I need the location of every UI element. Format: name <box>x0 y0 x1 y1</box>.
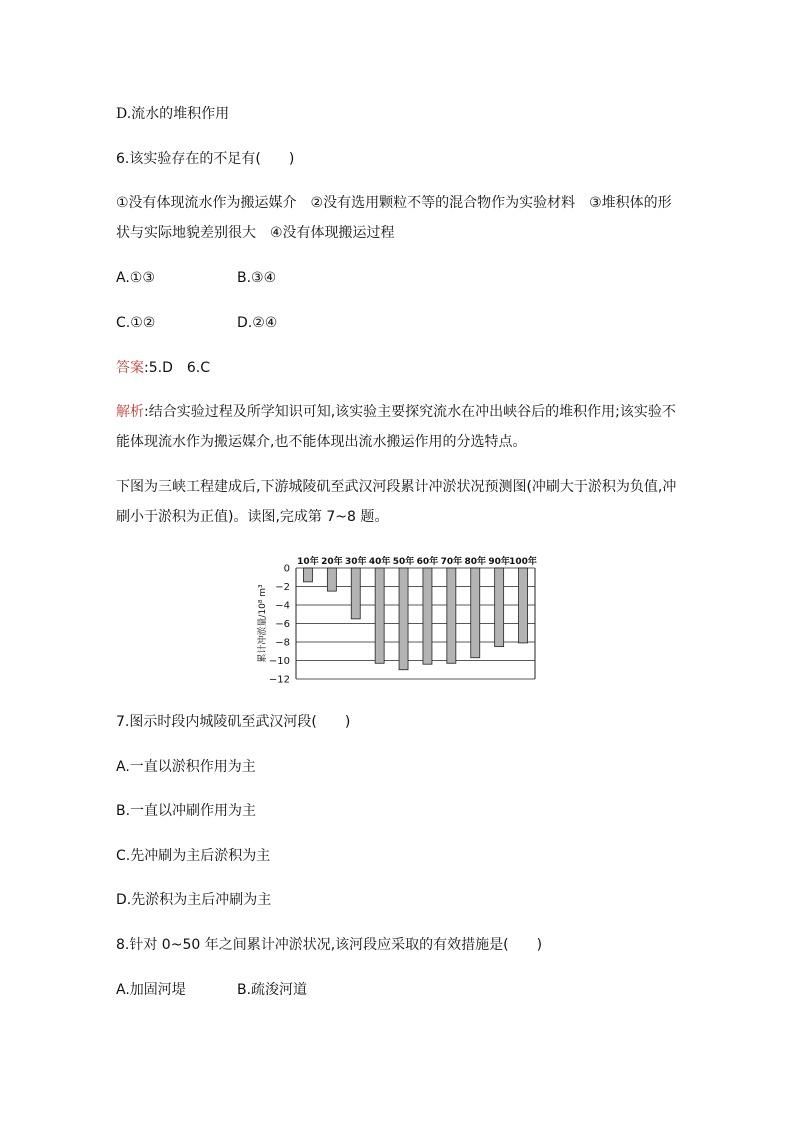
q8-stem: 8.针对 0~50 年之间累计冲淤状况,该河段应采取的有效措施是( ) <box>116 937 543 953</box>
y-tick-label: −12 <box>268 674 290 686</box>
analysis-line1 <box>116 402 676 422</box>
q6-option-a: A.①③ <box>116 270 155 286</box>
y-tick-label: 0 <box>283 563 290 575</box>
q6-option-b: B.③④ <box>237 270 277 286</box>
y-tick-label: −4 <box>275 600 290 612</box>
x-tick-label: 80年 <box>464 557 487 567</box>
x-tick-label: 50年 <box>392 557 415 567</box>
y-tick-label: −8 <box>275 637 290 649</box>
q6-option-d: D.②④ <box>237 315 278 331</box>
q7-option-c: C.先冲刷为主后淤积为主 <box>116 848 271 864</box>
x-tick-label: 90年 <box>488 557 510 567</box>
q6-stem: 6.该实验存在的不足有( ) <box>116 151 295 167</box>
bar <box>495 568 504 647</box>
y-axis-label: 累计冲淤量/10⁸ m³ <box>258 584 268 663</box>
q7-option-b: B.一直以冲刷作用为主 <box>116 803 257 819</box>
intro-line2: 刷小于淤积为正值)。读图,完成第 7~8 题。 <box>116 509 389 525</box>
intro-line1: 下图为三峡工程建成后,下游城陵矶至武汉河段累计冲淤状况预测图(冲刷大于淤积为负值,冲 <box>116 479 677 495</box>
bar <box>327 568 336 591</box>
scour-deposition-chart <box>254 550 544 690</box>
q7-option-d: D.先淤积为主后冲刷为主 <box>116 892 272 908</box>
bar <box>447 568 456 663</box>
x-tick-label: 10年 <box>297 557 319 567</box>
answer-text: :5.D 6.C <box>144 360 210 376</box>
bar <box>471 568 480 658</box>
y-tick-label: −6 <box>275 619 290 630</box>
x-tick-label: 40年 <box>368 557 391 567</box>
x-tick-label: 30年 <box>344 557 367 567</box>
x-tick-label: 70年 <box>440 557 463 567</box>
q6-option-c: C.①② <box>116 315 156 331</box>
bar <box>303 568 312 582</box>
answer-label: 答案 <box>116 360 144 376</box>
q5-option-d: D.流水的堆积作用 <box>116 106 230 122</box>
analysis-text-1: :结合实验过程及所学知识可知,该实验主要探究流水在冲出峡谷后的堆积作用;该实验不 <box>144 404 676 420</box>
x-tick-label: 60年 <box>416 557 439 567</box>
q6-statements-line2: 状与实际地貌差别很大 ④没有体现搬运过程 <box>116 225 395 241</box>
y-tick-label: −2 <box>275 582 290 593</box>
bar <box>399 568 408 670</box>
answer-line <box>116 358 210 378</box>
q6-statements-line1: ①没有体现流水作为搬运媒介 ②没有选用颗粒不等的混合物作为实验材料 ③堆积体的形 <box>116 195 672 211</box>
q7-stem: 7.图示时段内城陵矶至武汉河段( ) <box>116 714 351 730</box>
bar <box>351 568 360 619</box>
q7-option-a: A.一直以淤积作用为主 <box>116 759 256 775</box>
analysis-line2: 能体现流水作为搬运媒介,也不能体现出流水搬运作用的分选特点。 <box>116 434 527 450</box>
bar <box>519 568 528 643</box>
q8-option-b: B.疏浚河道 <box>237 982 308 998</box>
x-tick-label: 100年 <box>509 557 537 567</box>
bar <box>375 568 384 663</box>
y-tick-label: −10 <box>268 656 290 667</box>
analysis-label: 解析 <box>116 404 144 420</box>
x-tick-label: 20年 <box>321 557 343 567</box>
bar <box>423 568 432 664</box>
q8-option-a: A.加固河堤 <box>116 982 186 998</box>
